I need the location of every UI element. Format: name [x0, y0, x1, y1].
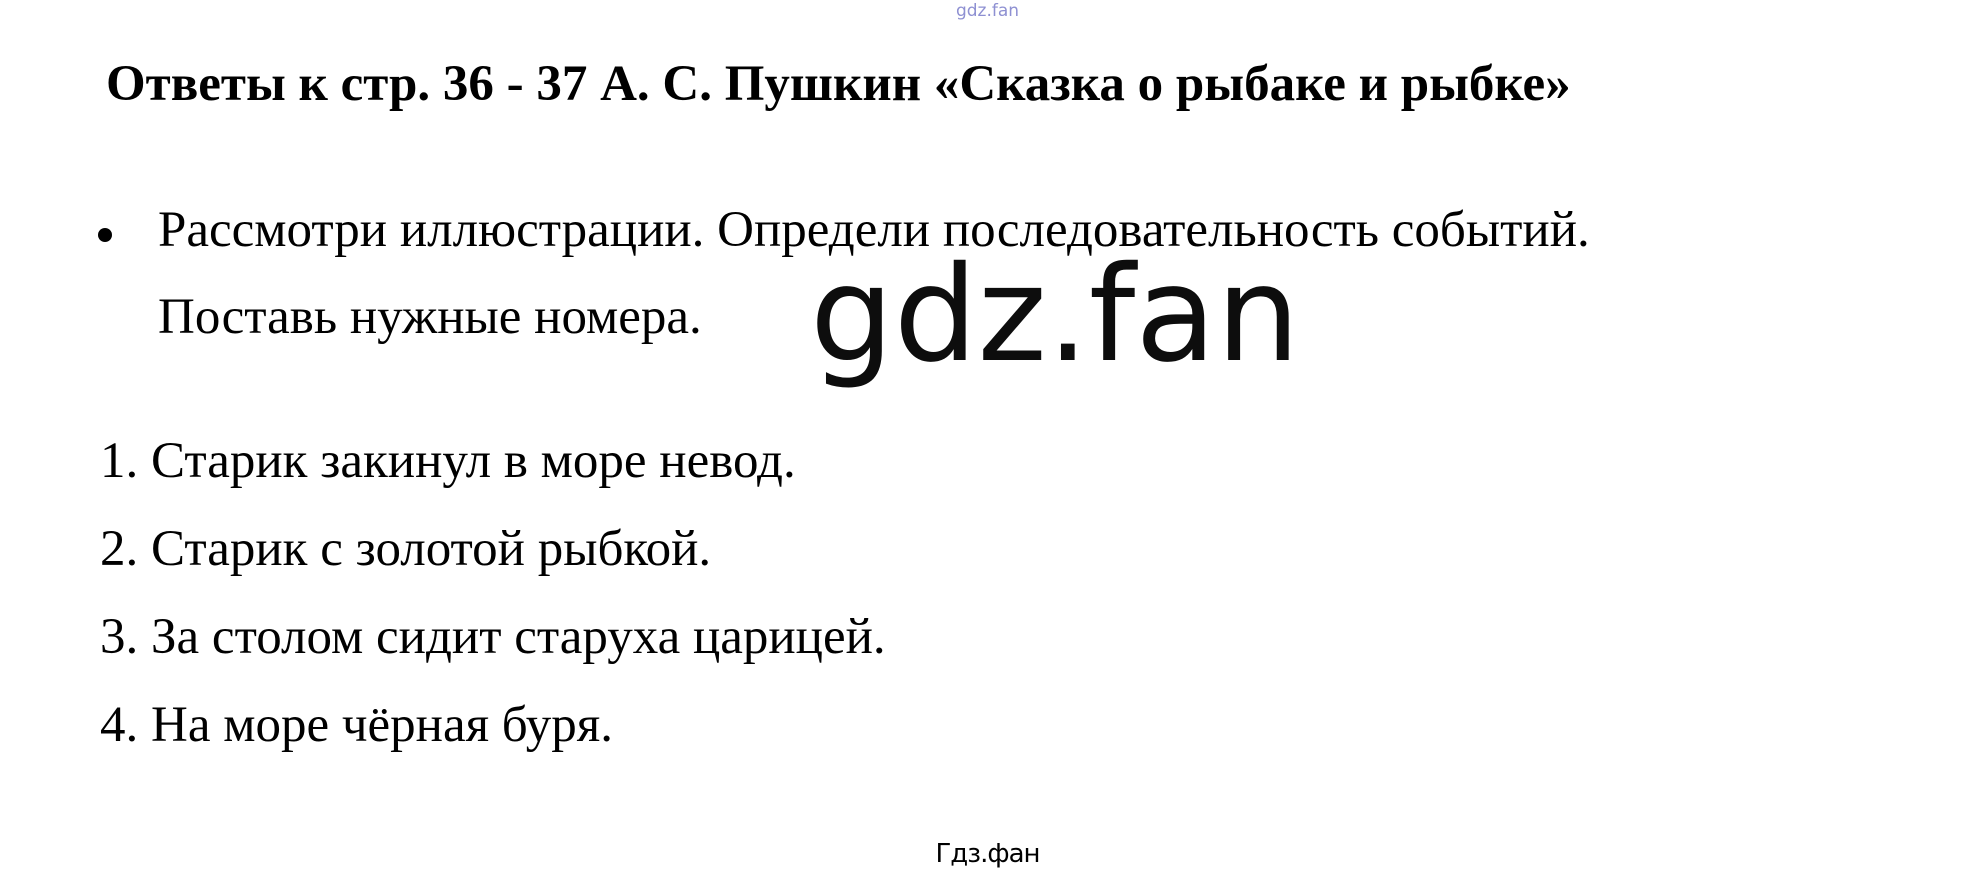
large-watermark-text: gdz.fan: [810, 238, 1300, 392]
bullet-marker-icon: [98, 228, 112, 242]
answers-list: [100, 417, 886, 769]
top-watermark-text: gdz.fan: [955, 1, 1020, 21]
answer-item: 3. За столом сидит старуха царицей.: [100, 609, 886, 665]
footer-site-name: Гдз.фан: [935, 839, 1040, 869]
task-line: Рассмотри иллюстрации. Определи последовательность событий.: [158, 202, 1590, 258]
answer-item: 4. На море чёрная буря.: [100, 697, 614, 753]
answer-item: 1. Старик закинул в море невод.: [100, 433, 796, 489]
task-line: Поставь нужные номера.: [158, 289, 702, 345]
answer-item: 2. Старик с золотой рыбкой.: [100, 521, 712, 577]
page-title: Ответы к стр. 36 - 37 А. С. Пушкин «Сказка о рыбаке и рыбке»: [106, 56, 1571, 112]
